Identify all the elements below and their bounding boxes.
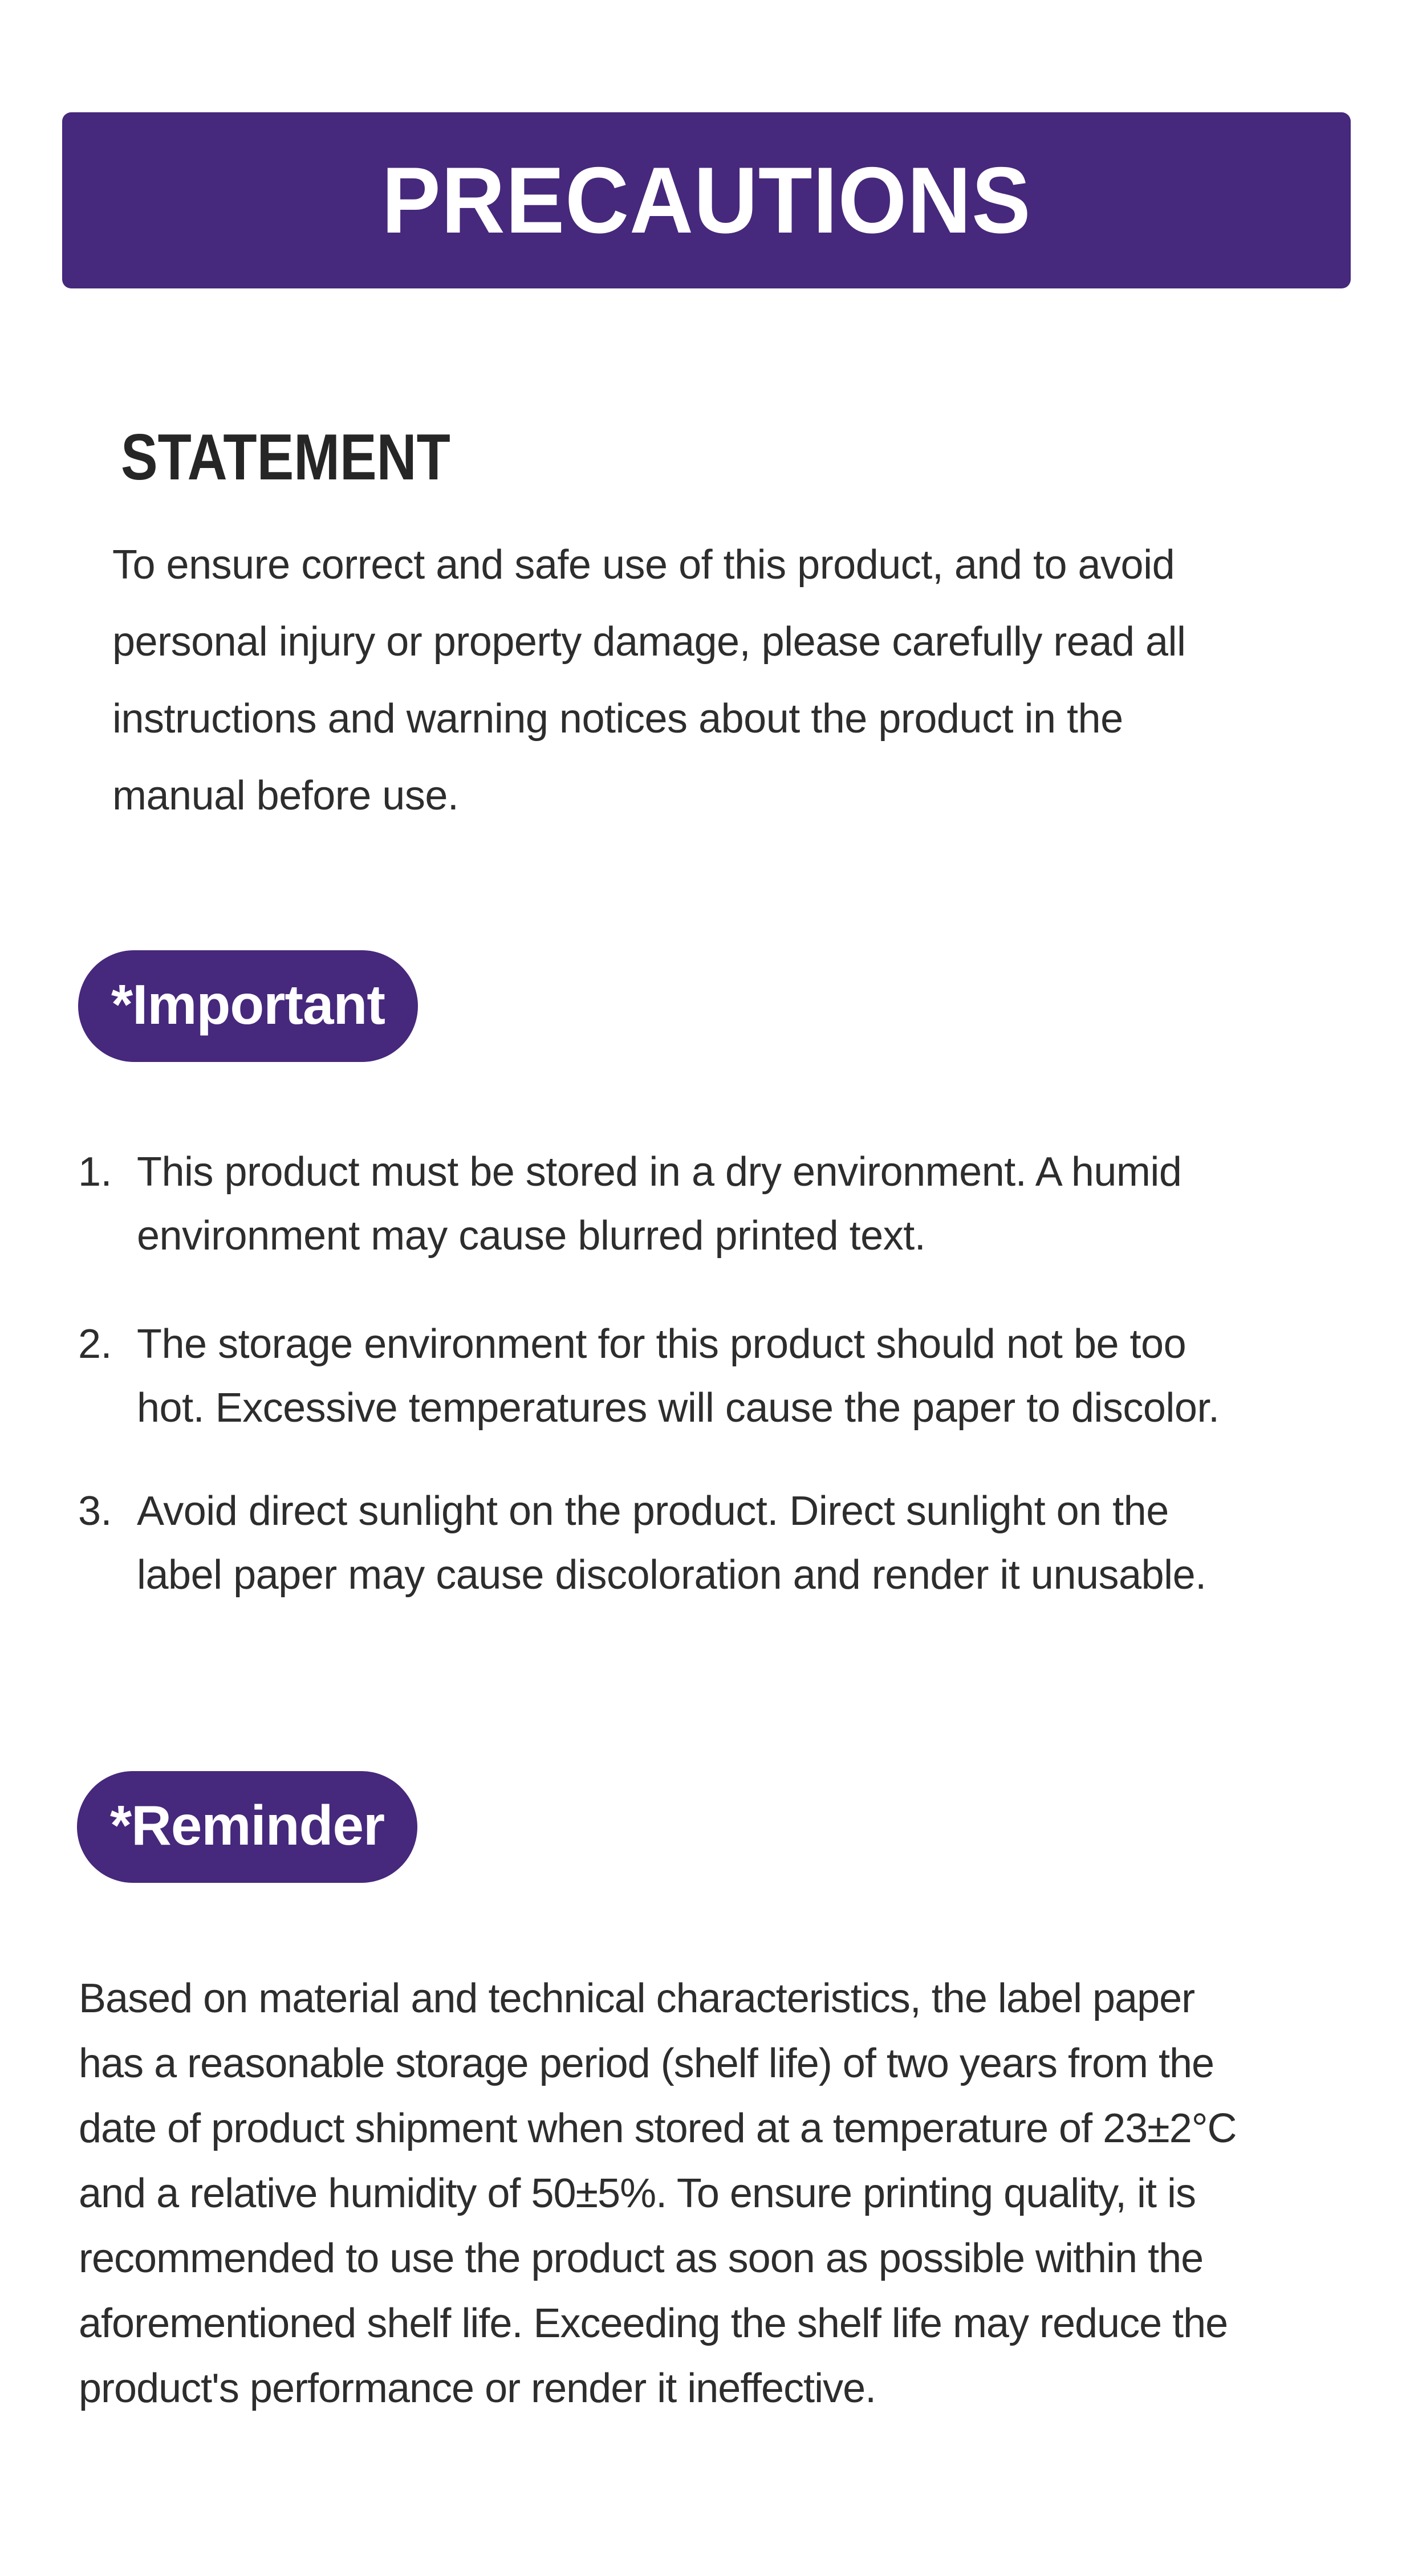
list-item-text <box>137 1140 1414 1268</box>
list-item <box>0 1479 1414 1607</box>
paragraph-line: product's performance or render it ineffective. <box>79 2366 876 2411</box>
list-item-text <box>137 1479 1414 1607</box>
paragraph-line: date of product shipment when stored at a temperature of 23±2°C <box>79 2106 1237 2151</box>
statement-paragraph <box>112 527 1186 835</box>
paragraph-line: instructions and warning notices about the product in the <box>112 696 1123 742</box>
list-item-line: hot. Excessive temperatures will cause the paper to discolor. <box>137 1385 1220 1431</box>
list-item-number: 3. <box>78 1488 112 1534</box>
list-item-number: 1. <box>78 1149 112 1195</box>
paragraph-line: manual before use. <box>112 773 459 819</box>
paragraph-line: personal injury or property damage, please carefully read all <box>112 619 1186 665</box>
list-item-line: The storage environment for this product should not be too <box>137 1321 1187 1367</box>
list-item-line: label paper may cause discoloration and render it unusable. <box>137 1552 1206 1598</box>
paragraph-line: has a reasonable storage period (shelf life) of two years from the <box>79 2041 1214 2086</box>
list-item <box>0 1312 1414 1440</box>
precautions-banner <box>62 112 1351 288</box>
important-badge <box>78 950 418 1062</box>
important-badge-label: *Important <box>111 972 385 1036</box>
reminder-badge-label: *Reminder <box>110 1793 385 1857</box>
list-item-line: Avoid direct sunlight on the product. Direct sunlight on the <box>137 1488 1169 1534</box>
paragraph-line: and a relative humidity of 50±5%. To ensure printing quality, it is <box>79 2171 1196 2216</box>
statement-heading: STATEMENT <box>121 421 450 494</box>
list-item-number: 2. <box>78 1321 112 1367</box>
page-title: PRECAUTIONS <box>381 148 1031 253</box>
list-item <box>0 1140 1414 1268</box>
paragraph-line: To ensure correct and safe use of this product, and to avoid <box>112 542 1175 588</box>
paragraph-line: recommended to use the product as soon as possible within the <box>79 2236 1204 2281</box>
reminder-badge <box>77 1771 417 1883</box>
list-item-text <box>137 1312 1414 1440</box>
paragraph-line: aforementioned shelf life. Exceeding the shelf life may reduce the <box>79 2301 1228 2346</box>
paragraph-line: Based on material and technical characteristics, the label paper <box>79 1976 1195 2021</box>
list-item-line: environment may cause blurred printed text. <box>137 1213 926 1259</box>
reminder-paragraph <box>79 1966 1237 2421</box>
list-item-line: This product must be stored in a dry environment. A humid <box>137 1149 1182 1195</box>
